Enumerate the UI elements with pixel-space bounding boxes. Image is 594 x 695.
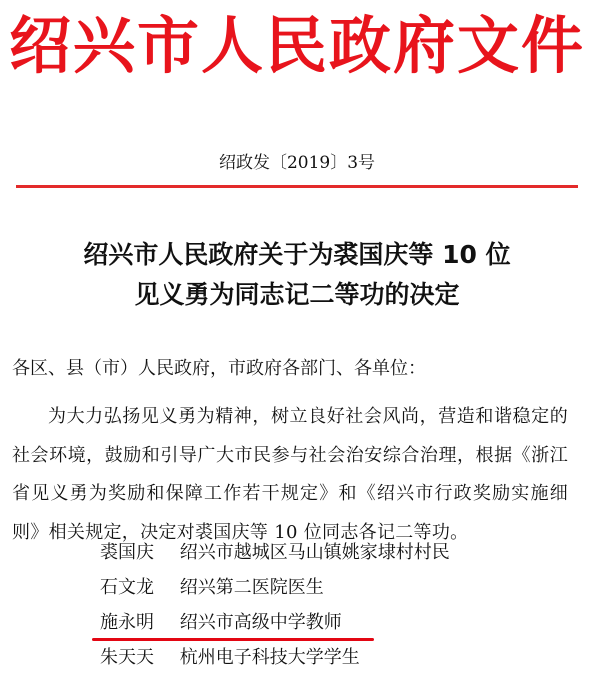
awardee-name: 施永明 [100,612,154,633]
awardee-row [100,643,570,678]
document-masthead: 绍兴市人民政府文件 [8,9,585,82]
document-title [0,235,594,315]
salutation: 各区、县（市）人民政府，市政府各部门、各单位： [12,358,426,379]
body-paragraph: 为大力弘扬见义勇为精神，树立良好社会风尚，营造和谐稳定的社会环境，鼓励和引导广大市民参与社会治安综合治理，根据《浙江省见义勇为奖励和保障工作若干规定》和《绍兴市行政奖励实施细则》相关规定，决定对裘国庆等 10 位同志各记二等功。 [12,406,568,543]
awardee-list [100,538,570,678]
highlight-underline [92,638,374,641]
awardee-name: 石文龙 [100,577,154,598]
awardee-description: 绍兴市越城区马山镇姚家埭村村民 [179,542,450,563]
awardee-row [100,573,570,608]
awardee-description: 绍兴市高级中学教师 [179,612,342,633]
awardee-name: 裘国庆 [100,542,154,563]
awardee-row-highlighted [100,608,570,643]
red-separator-rule [16,185,578,188]
awardee-description: 绍兴第二医院医生 [179,577,324,598]
awardee-name: 朱天天 [100,647,154,668]
document-number: 绍政发〔2019〕3号 [218,153,376,173]
awardee-description: 杭州电子科技大学学生 [179,647,360,668]
document-title-line-1: 绍兴市人民政府关于为裘国庆等 10 位 [83,240,511,269]
document-title-line-2: 见义勇为同志记二等功的决定 [134,280,460,309]
awardee-row [100,538,570,573]
